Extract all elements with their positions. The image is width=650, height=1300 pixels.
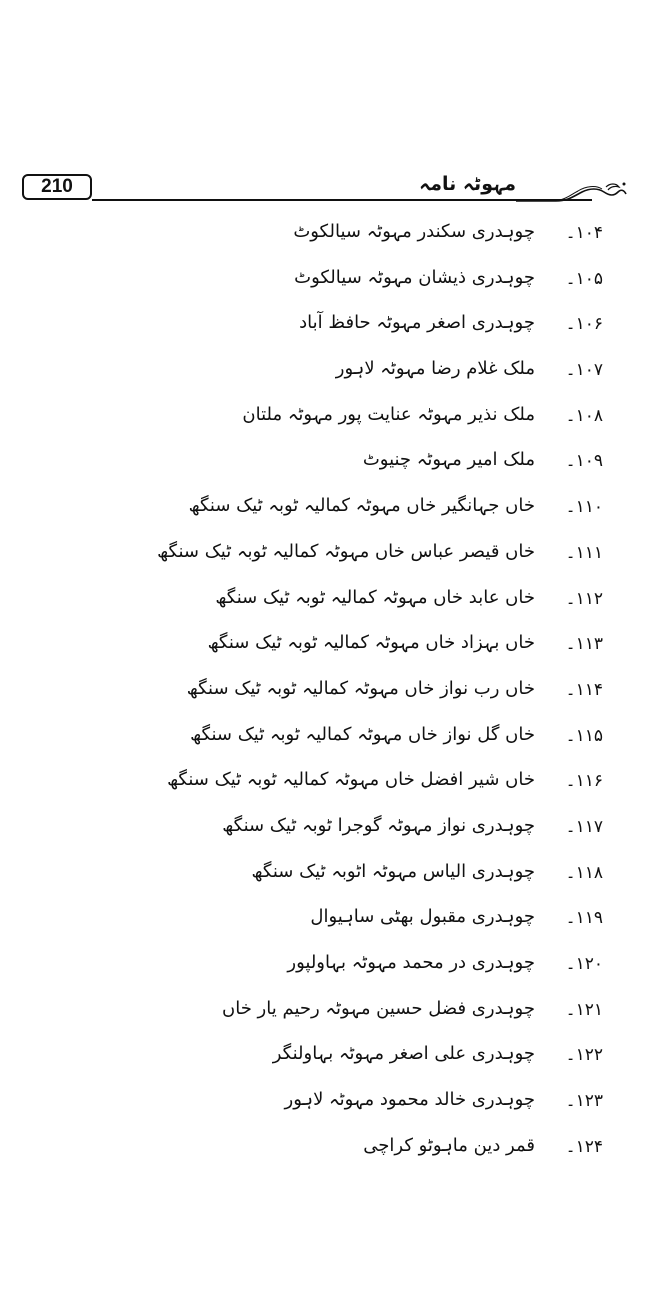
entry-name-location: خاں گل نواز خاں مہوٹہ کمالیہ ٹوبہ ٹیک سنگھ [190, 723, 535, 745]
list-item [0, 943, 650, 989]
entry-name-location: چوہدری نواز مہوٹہ گوجرا ٹوبہ ٹیک سنگھ [222, 814, 535, 836]
entry-number: ۱۲۱۔ [565, 999, 603, 1020]
entry-name-location: خاں جہانگیر خاں مہوٹہ کمالیہ ٹوبہ ٹیک سنگھ [188, 495, 535, 517]
entry-number: ۱۱۸۔ [565, 862, 603, 883]
page-number: 210 [22, 174, 92, 200]
list-item [0, 760, 650, 806]
list-item [0, 486, 650, 532]
entry-name-location: ملک امیر مہوٹہ چنیوٹ [362, 449, 535, 471]
list-item [0, 715, 650, 761]
entry-name-location: ملک نذیر مہوٹہ عنایت پور مہوٹہ ملتان [242, 403, 535, 425]
names-list [0, 212, 650, 1171]
entry-number: ۱۱۳۔ [565, 634, 603, 655]
entry-name-location: چوہدری علی اصغر مہوٹہ بہاولنگر [272, 1043, 535, 1065]
entry-number: ۱۰۵۔ [565, 268, 603, 289]
entry-name-location: چوہدری ذیشان مہوٹہ سیالکوٹ [294, 266, 535, 288]
list-item [0, 852, 650, 898]
entry-number: ۱۱۹۔ [565, 908, 603, 929]
calligraphic-flourish-icon [516, 174, 628, 204]
entry-name-location: قمر دین ماہوٹو کراچی [363, 1134, 535, 1156]
list-item [0, 989, 650, 1035]
list-item [0, 1080, 650, 1126]
entry-number: ۱۱۴۔ [565, 679, 603, 700]
entry-name-location: چوہدری الیاس مہوٹہ اٹوبہ ٹیک سنگھ [251, 860, 535, 882]
entry-number: ۱۰۹۔ [565, 451, 603, 472]
list-item [0, 258, 650, 304]
entry-name-location: چوہدری در محمد مہوٹہ بہاولپور [287, 952, 535, 973]
entry-name-location: خاں بہزاد خاں مہوٹہ کمالیہ ٹوبہ ٹیک سنگھ [207, 632, 535, 654]
entry-number: ۱۱۷۔ [565, 816, 603, 837]
book-title: مہوٹہ نامہ [419, 173, 516, 195]
entry-number: ۱۰۷۔ [565, 360, 603, 381]
list-item [0, 578, 650, 624]
list-item [0, 532, 650, 578]
entry-name-location: خاں قیصر عباس خاں مہوٹہ کمالیہ ٹوبہ ٹیک سنگھ [157, 540, 535, 562]
entry-name-location: چوہدری مقبول بھٹی ساہیوال [310, 906, 535, 928]
entry-number: ۱۱۵۔ [565, 725, 603, 746]
list-item [0, 1126, 650, 1172]
entry-name-location: چوہدری اصغر مہوٹہ حافظ آباد [299, 312, 535, 334]
list-item [0, 1034, 650, 1080]
entry-number: ۱۱۱۔ [565, 542, 603, 563]
list-item [0, 440, 650, 486]
list-item [0, 806, 650, 852]
list-item [0, 669, 650, 715]
entry-number: ۱۰۶۔ [565, 314, 603, 335]
entry-number: ۱۲۳۔ [565, 1091, 603, 1112]
list-item [0, 395, 650, 441]
entry-name-location: خاں رب نواز خاں مہوٹہ کمالیہ ٹوبہ ٹیک سنگھ [186, 677, 535, 699]
entry-number: ۱۱۲۔ [565, 588, 603, 609]
entry-number: ۱۰۸۔ [565, 405, 603, 426]
list-item [0, 212, 650, 258]
list-item [0, 303, 650, 349]
entry-number: ۱۰۴۔ [565, 223, 603, 243]
entry-name-location: خاں عابد خاں مہوٹہ کمالیہ ٹوبہ ٹیک سنگھ [215, 586, 535, 608]
entry-name-location: چوہدری سکندر مہوٹہ سیالکوٹ [293, 221, 535, 242]
list-item [0, 623, 650, 669]
list-item [0, 349, 650, 395]
entry-name-location: خاں شیر افضل خاں مہوٹہ کمالیہ ٹوبہ ٹیک سنگھ [167, 769, 535, 791]
entry-number: ۱۱۰۔ [565, 497, 603, 518]
entry-name-location: چوہدری فضل حسین مہوٹہ رحیم یار خاں [222, 997, 535, 1019]
entry-number: ۱۲۰۔ [565, 954, 603, 974]
entry-number: ۱۱۶۔ [565, 771, 603, 792]
entry-name-location: چوہدری خالد محمود مہوٹہ لاہور [284, 1089, 535, 1111]
list-item [0, 897, 650, 943]
entry-number: ۱۲۲۔ [565, 1045, 603, 1066]
entry-number: ۱۲۴۔ [565, 1136, 603, 1157]
page-header [22, 172, 628, 208]
entry-name-location: ملک غلام رضا مہوٹہ لاہور [335, 358, 535, 380]
